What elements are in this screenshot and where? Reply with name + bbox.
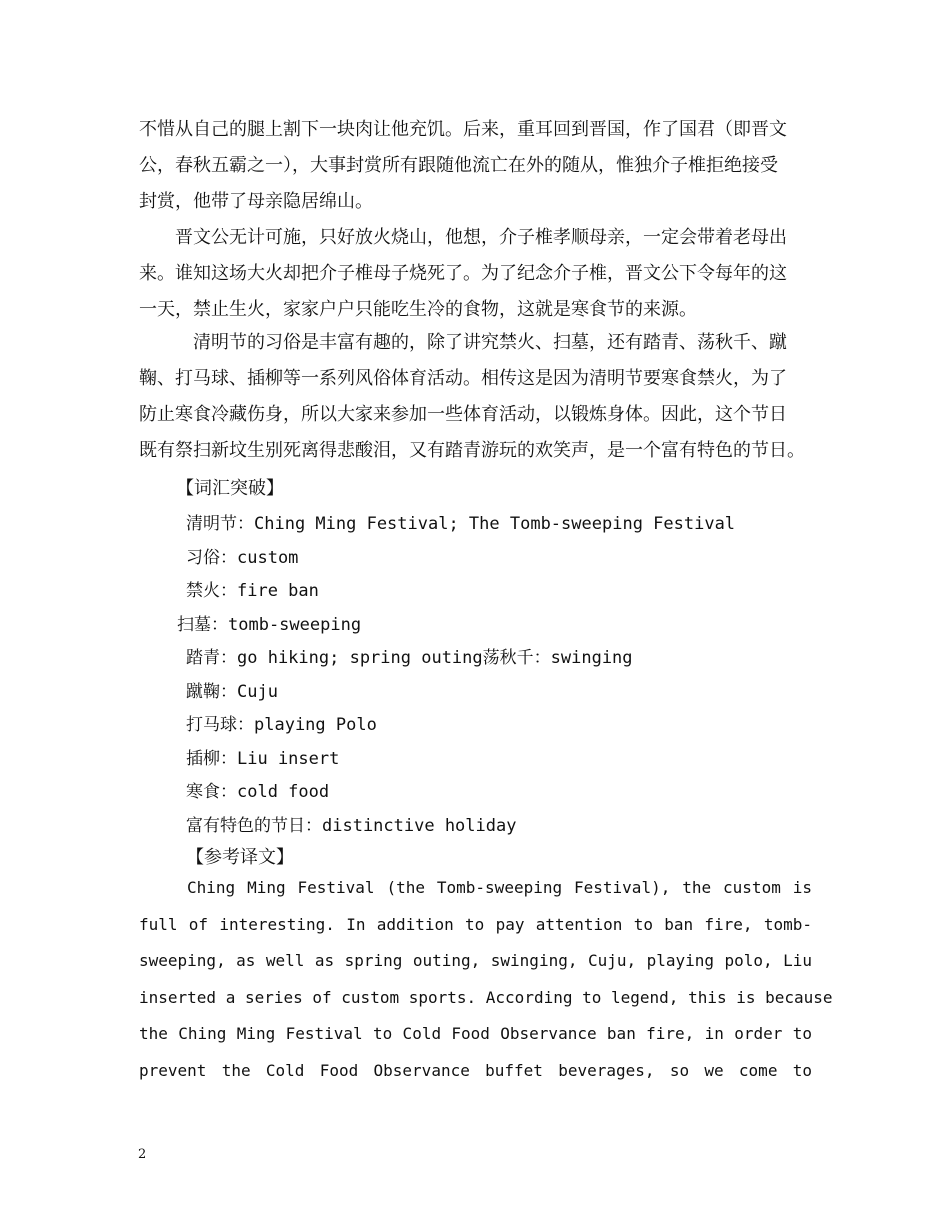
vocab-item: 寒食：cold food <box>186 782 330 802</box>
vocab-heading: 【词汇突破】 <box>176 478 284 499</box>
vocab-item: 习俗：custom <box>186 548 299 568</box>
vocab-item: 打马球：playing Polo <box>186 715 377 735</box>
paragraph-1 <box>139 112 814 220</box>
text-line: full of interesting. In addition to pay attention to ban fire, tomb- <box>139 914 812 934</box>
translation-heading: 【参考译文】 <box>186 847 294 868</box>
vocab-item: 蹴鞠：Cuju <box>186 682 278 702</box>
text-line: 清明节的习俗是丰富有趣的，除了讲究禁火、扫墓，还有踏青、荡秋千、蹴 <box>193 332 787 353</box>
text-line: 封赏，他带了母亲隐居绵山。 <box>139 191 373 212</box>
text-line: 晋文公无计可施，只好放火烧山，他想，介子椎孝顺母亲，一定会带着老母出 <box>175 227 787 248</box>
page-number: 2 <box>138 1147 147 1162</box>
translation-paragraph <box>139 870 833 1089</box>
vocab-item: 扫墓：tomb-sweeping <box>177 615 362 635</box>
paragraph-3 <box>139 325 814 469</box>
text-line: 鞠、打马球、插柳等一系列风俗体育活动。相传这是因为清明节要寒食禁火，为了 <box>139 368 787 389</box>
vocab-item: 插柳：Liu insert <box>186 749 340 769</box>
vocab-item: 禁火：fire ban <box>186 581 319 601</box>
text-line: 来。谁知这场大火却把介子椎母子烧死了。为了纪念介子椎，晋文公下令每年的这 <box>139 263 787 284</box>
vocab-item: 富有特色的节日：distinctive holiday <box>186 816 517 836</box>
text-line: Ching Ming Festival (the Tomb-sweeping Festival), the custom is <box>187 878 812 897</box>
text-line: prevent the Cold Food Observance buffet beverages, so we come to <box>139 1060 812 1080</box>
text-line: 一天，禁止生火，家家户户只能吃生冷的食物，这就是寒食节的来源。 <box>139 299 697 320</box>
paragraph-2 <box>139 220 814 328</box>
vocab-item: 清明节：Ching Ming Festival; The Tomb-sweeping Festival <box>186 514 736 534</box>
text-line: 既有祭扫新坟生别死离得悲酸泪，又有踏青游玩的欢笑声，是一个富有特色的节日。 <box>139 440 805 461</box>
text-line: the Ching Ming Festival to Cold Food Observance ban fire, in order to <box>139 1024 812 1043</box>
text-line: 公，春秋五霸之一），大事封赏所有跟随他流亡在外的随从，惟独介子椎拒绝接受 <box>139 155 778 176</box>
text-line: 防止寒食冷藏伤身，所以大家来参加一些体育活动，以锻炼身体。因此，这个节日 <box>139 404 787 425</box>
text-line: 不惜从自己的腿上割下一块肉让他充饥。后来，重耳回到晋国，作了国君（即晋文 <box>139 119 787 140</box>
text-line: inserted a series of custom sports. According to legend, this is because <box>139 987 833 1007</box>
text-line: sweeping, as well as spring outing, swinging, Cuju, playing polo, Liu <box>139 951 812 970</box>
vocab-item: 踏青：go hiking; spring outing荡秋千：swinging <box>186 648 633 668</box>
